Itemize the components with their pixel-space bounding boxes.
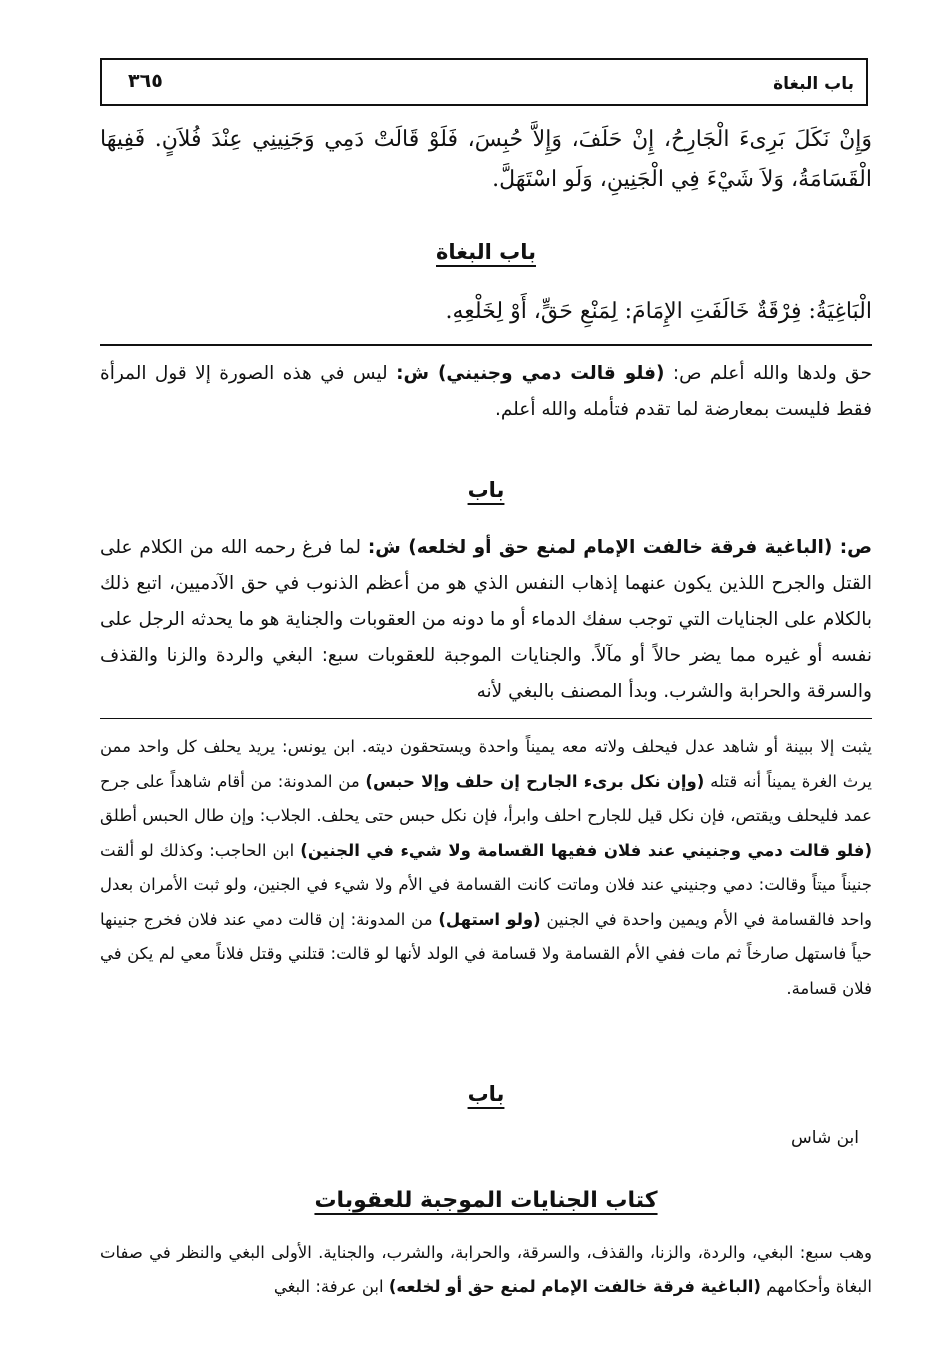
sharh-marker: ش:	[367, 537, 409, 558]
hashiya-text: يثبت إلا ببينة أو شاهد عدل فيحلف ولاته معه يميناً واحدة ويستحقون ديته. ابن يونس: يريد يحلف كل واحد ممن يرث الغرة يميناً أنه قتله	[100, 737, 872, 791]
sharh-paragraph-2	[100, 530, 872, 710]
divider-line	[100, 344, 872, 346]
sharh-paragraph-1	[100, 356, 872, 428]
section-heading-bab-2	[100, 1082, 872, 1106]
sharh-marker: ش:	[396, 363, 438, 384]
hashiya-quote: (الباغية فرقة خالفت الإمام لمنع حق أو لخلعه)	[388, 1277, 761, 1296]
hashiya-text: ابن عرفة: البغي	[273, 1277, 389, 1296]
hashiya-paragraph	[100, 730, 872, 1006]
section-heading-label: باب البغاة	[436, 240, 536, 264]
hashiya-text: ابن الحاجب: وكذلك لو ألقت جنيناً ميتاً وقالت: دمي وجنيني عند فلان وماتت كانت القسامة في الأم ولا شيء في الجنين، ولو ثبت الأمران بعدل واحد فالقسامة في الأم ويمين واحدة في الجنين	[100, 840, 872, 929]
section-heading-bab	[100, 478, 872, 502]
sharh-text: حق ولدها والله أعلم ص:	[664, 363, 872, 384]
section-heading-bughat	[100, 240, 872, 264]
page-number: ٣٦٥	[128, 70, 163, 92]
page-header	[100, 58, 868, 106]
matn-text: وَإِنْ نَكَلَ بَرِىءَ الْجَارِحُ، إِنْ حَلَفَ، وَإِلاَّ حُبِسَ، فَلَوْ قَالَتْ دَمِي وَجَنِينِي عِنْدَ فُلاَنٍ. فَفِيهَا الْقَسَامَةُ، وَلاَ شَيْءَ فِي الْجَنِينِ، وَلَو اسْتَهَلَّ.	[100, 127, 872, 192]
book-heading-label: كتاب الجنايات الموجبة للعقوبات	[314, 1188, 658, 1213]
chapter-title: باب البغاة	[773, 74, 854, 94]
book-heading	[100, 1188, 872, 1213]
hashiya-quote: (ولو استهل)	[438, 909, 541, 929]
matn-definition: الْبَاغِيَةُ: فِرْقَةٌ خَالَفَتِ الإِمَامَ: لِمَنْعِ حَقٍّ، أَوْ لِخَلْعِهِ.	[445, 299, 872, 324]
sharh-text: لما فرغ رحمه الله من الكلام على القتل والجرح اللذين يكون عنهما إذهاب النفس الذي هو من أعظم الذنوب في حق الآدميين، اتبع ذلك بالكلام على الجنايات التي توجب سفك الدماء أو ما دونه من العقوبات والجناية هو ما يحدثه الرجل على نفسه أو غيره مما يضر حالاً أو مآلاً. والجنايات الموجبة للعقوبات سبع: البغي والردة والزنا والقذف والسرقة والحرابة والشرب. وبدأ المصنف بالبغي لأنه	[100, 537, 872, 702]
hashiya-paragraph-2	[100, 1236, 872, 1304]
hashiya-text: من المدونة: إن قالت دمي عند فلان فخرج جنينها حياً فاستهل صارخاً ثم مات ففي الأم القسامة ولا قسامة في الولد لأنها لو قالت: قتلني وقتل فلاناً معي لم يكن في فلان قسامة.	[100, 909, 872, 998]
hashiya-quote: (وإن نكل برىء الجارح إن حلف وإلا حبس)	[365, 771, 705, 791]
sharh-quote: (فلو قالت دمي وجنيني)	[437, 363, 665, 384]
sharh-quote: (الباغية فرقة خالفت الإمام لمنع حق أو لخلعه)	[408, 537, 833, 558]
hashiya-quote: (فلو قالت دمي وجنيني عند فلان ففيها القسامة ولا شيء في الجنين)	[300, 840, 873, 860]
hashiya-text: وهب سبع: البغي، والردة، والزنا، والقذف، والسرقة، والحرابة، والشرب، والجناية. الأولى البغي والنظر في صفات البغاة وأحكامهم	[100, 1243, 872, 1296]
ibn-shas-label: ابن شاس	[791, 1128, 859, 1148]
section-heading-label: باب	[467, 1082, 505, 1106]
hashiya-text: من المدونة: من أقام شاهداً على جرح عمد فليحلف ويقتص، فإن نكل قيل للجارح احلف وابرأ، فإن نكل حبس حتى يحلف. الجلاب: وإن طال الحبس أطلق	[100, 771, 872, 825]
sharh-text: ليس في هذه الصورة إلا قول المرأة فقط فليست بمعارضة لما تقدم فتأمله والله أعلم.	[100, 363, 872, 420]
sharh-sad-marker: ص:	[832, 537, 872, 558]
footnote-divider	[100, 718, 872, 719]
section-heading-label: باب	[467, 478, 505, 502]
